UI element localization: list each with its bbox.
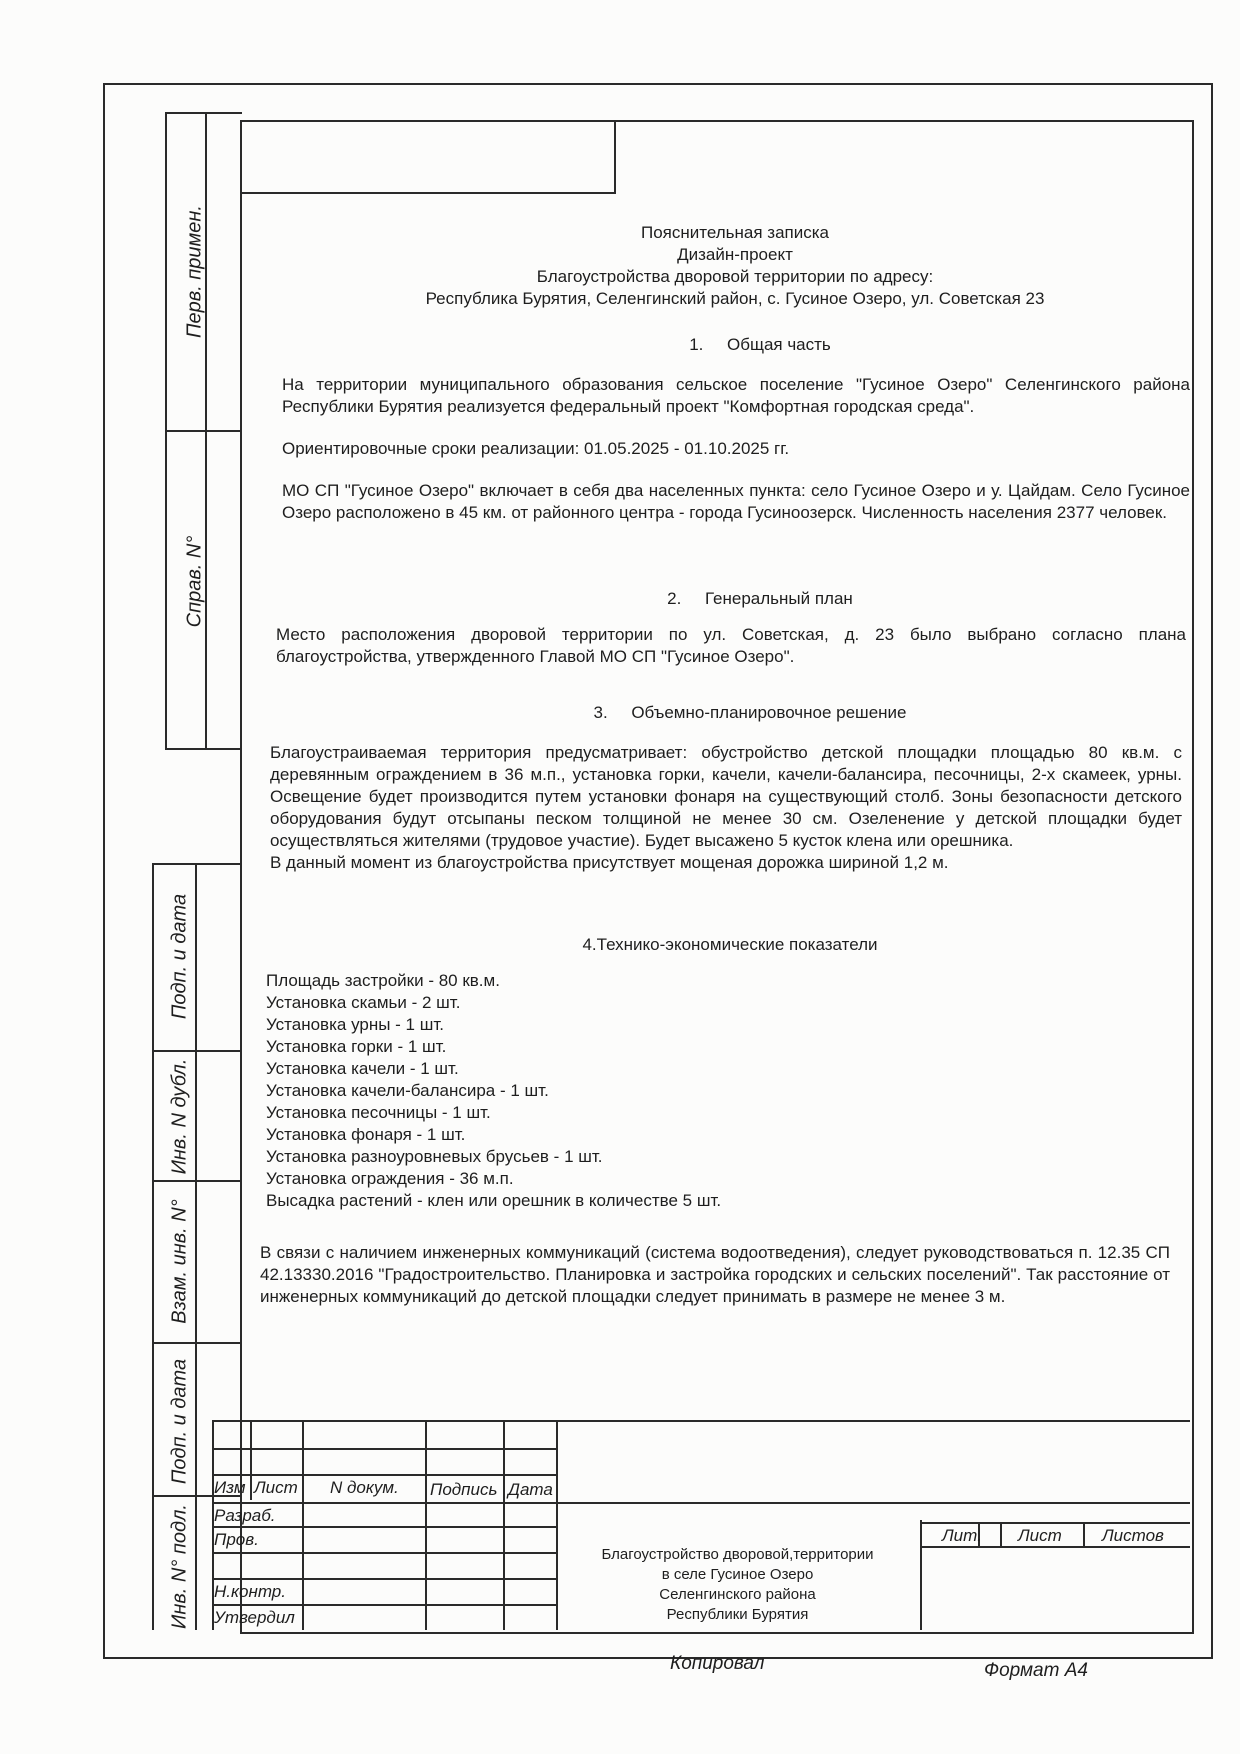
indicator-item: Установка качели - 1 шт.: [266, 1059, 459, 1078]
section-4-closing: В связи с наличием инженерных коммуникаций (система водоотведения), следует руководствоваться п. 12.35 СП 42.13330.2016 "Градостроительство. Планировка и застройка городских и сельских поселений". Так расстояние от инженерных коммуникаций до детской площадки следует принимать в размере не менее 3 м.: [260, 1243, 1170, 1306]
role-prov: Пров.: [214, 1530, 259, 1549]
side-label-sprav-n: Справ. N°: [183, 535, 206, 628]
col-n-dokum: N докум.: [330, 1478, 399, 1497]
left-strip-mid: [165, 430, 242, 432]
section-3-title: Объемно-планировочное решение: [631, 703, 907, 722]
footer-kopiroval: Копировал: [670, 1653, 765, 1674]
indicator-item: Установка фонаря - 1 шт.: [266, 1125, 466, 1144]
left-strip-top: [165, 112, 242, 114]
section-1-title: Общая часть: [727, 335, 831, 354]
doc-address: Республика Бурятия, Селенгинский район, с. Гусиное Озеро, ул. Советская 23: [425, 289, 1045, 308]
side-label-inv-n-podl: Инв. N° подл.: [168, 1504, 191, 1629]
footer-format: Формат А4: [984, 1660, 1088, 1681]
section-3-heading: [510, 702, 990, 724]
col-data: Дата: [508, 1480, 553, 1499]
left-strip-bottom: [165, 748, 242, 750]
section-1-body: [282, 374, 1190, 524]
col-list: Лист: [254, 1478, 298, 1497]
side-label-inv-n-dubl: Инв. N дубл.: [168, 1058, 191, 1175]
section-3-number: 3.: [593, 703, 608, 722]
col-izm: Изм: [214, 1478, 246, 1497]
section-4-heading: 4.Технико-экономические показатели: [582, 935, 878, 954]
indicator-item: Установка песочницы - 1 шт.: [266, 1103, 491, 1122]
section-2-heading: [540, 588, 980, 610]
role-nkontr: Н.контр.: [214, 1582, 286, 1601]
indicator-item: Установка горки - 1 шт.: [266, 1037, 447, 1056]
description-line: Республики Бурятия: [666, 1606, 809, 1623]
doc-header: [300, 222, 1170, 310]
indicator-item: Установка урны - 1 шт.: [266, 1015, 444, 1034]
description-line: Благоустройство дворовой,территории: [601, 1546, 874, 1563]
section-1-para-1: На территории муниципального образования сельское поселение "Гусиное Озеро" Селенгинского района Республики Бурятия реализуется федеральный проект "Комфортная городская среда".: [282, 375, 1190, 416]
section-2-body: [276, 624, 1186, 668]
indicator-item: Установка ограждения - 36 м.п.: [266, 1169, 514, 1188]
listov-label: Листов: [1102, 1526, 1164, 1545]
section-1-heading: [560, 334, 960, 356]
project-description: [560, 1545, 915, 1625]
lower-strip-r2: [152, 1050, 240, 1052]
lit-label: Лит.: [942, 1526, 982, 1545]
section-2-para-1: Место расположения дворовой территории по ул. Советская, д. 23 было выбрано согласно плана благоустройства, утвержденного Главой МО СП "Гусиное Озеро".: [276, 625, 1186, 666]
lower-strip-divider: [195, 863, 197, 1630]
description-line: Селенгинского района: [659, 1586, 816, 1603]
lower-strip-r4: [152, 1342, 240, 1344]
side-label-podp-data-2: Подп. и дата: [168, 1358, 191, 1485]
lower-strip-r3: [152, 1180, 240, 1182]
indicator-item: Установка качели-балансира - 1 шт.: [266, 1081, 549, 1100]
indicator-item: Установка разноуровневых брусьев - 1 шт.: [266, 1147, 603, 1166]
section-3-para-1: Благоустраиваемая территория предусматривает: обустройство детской площадки площадью 80 кв.м. с деревянным ограждением в 36 м.п., установка горки, качели, качели-балансира, песочницы, 2-х скамеек, урны. Освещение будет производится путем установки фонаря на существующий столб. Зоны безопасности детского оборудования будут отсыпаны песком толщиной не менее 30 см. Озеленение у детской площадки будет осуществляться жителями (трудовое участие). Будет высажено 5 кусток клена или орешника.: [270, 743, 1182, 850]
description-line: в селе Гусиное Озеро: [661, 1566, 814, 1583]
section-1-para-2: Ориентировочные сроки реализации: 01.05.2025 - 01.10.2025 гг.: [282, 439, 790, 458]
indicator-item: Высадка растений - клен или орешник в количестве 5 шт.: [266, 1191, 722, 1210]
side-label-perv-primen: Перв. примен.: [183, 205, 206, 338]
role-razrab: Разраб.: [214, 1506, 276, 1525]
section-1-number: 1.: [689, 335, 704, 354]
indicator-item: Площадь застройки - 80 кв.м.: [266, 971, 500, 990]
indicator-item: Установка скамьи - 2 шт.: [266, 993, 461, 1012]
doc-header-line3: Благоустройства дворовой территории по адресу:: [536, 267, 934, 286]
side-label-vzam-inv: Взам. инв. N°: [168, 1199, 191, 1324]
list-label: Лист: [1018, 1526, 1062, 1545]
top-stamp-box: [240, 120, 616, 194]
section-4-list: [266, 970, 1166, 1212]
section-2-number: 2.: [667, 589, 682, 608]
side-label-podp-data-1: Подп. и дата: [168, 893, 191, 1020]
section-3-body: [270, 742, 1182, 874]
section-3-para-2: В данный момент из благоустройства присутствует мощеная дорожка шириной 1,2 м.: [270, 853, 949, 872]
doc-title: Пояснительная записка: [640, 223, 829, 242]
lower-strip-left: [152, 863, 154, 1630]
col-podpis: Подпись: [430, 1480, 498, 1499]
left-strip-left: [165, 112, 167, 749]
section-1-para-3: МО СП "Гусиное Озеро" включает в себя два населенных пункта: село Гусиное Озеро и у. Цайдам. Село Гусиное Озеро расположено в 45 км. от районного центра - города Гусиноозерск. Численность населения 2377 человек.: [282, 481, 1190, 522]
role-utverdil: Утвердил: [214, 1608, 295, 1627]
section-2-title: Генеральный план: [704, 589, 853, 608]
lower-strip-r1: [152, 863, 240, 865]
doc-subtitle: Дизайн-проект: [677, 245, 793, 264]
